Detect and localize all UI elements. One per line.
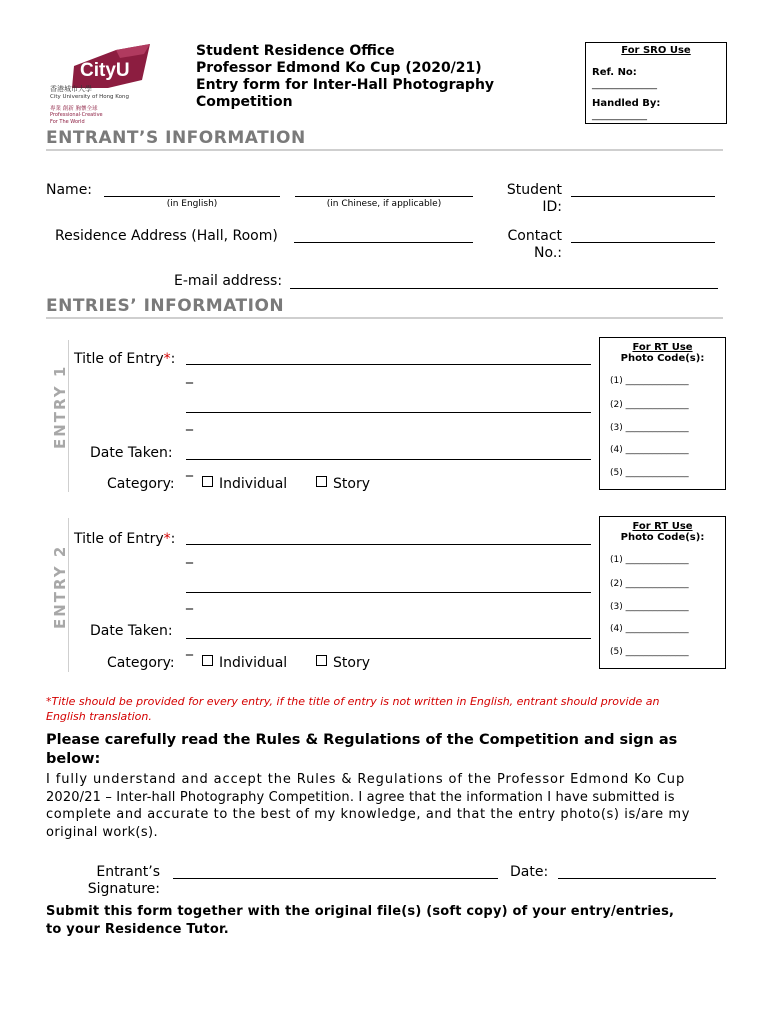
entry-2-title-input-line-1[interactable] [186,530,591,545]
entry-2-rt-subtitle: Photo Code(s): [620,532,705,543]
entries-section-divider [46,317,723,319]
entry-1-rt-subtitle: Photo Code(s): [620,353,705,364]
note-line-2: English translation. [46,710,152,723]
entry-1-option-story[interactable] [316,476,370,492]
entry-1-dash-3: _ [186,461,193,477]
entry-2-option-story[interactable] [316,655,370,671]
logo-english: City University of Hong Kong [50,94,129,100]
declaration-body [46,771,726,841]
entry-2-title-label-text: Title of Entry [74,531,164,547]
ref-no-label: Ref. No: [592,67,637,78]
signature-label [80,864,160,898]
declaration-body-line-4: original work(s). [46,824,159,840]
submit-line-2: to your Residence Tutor. [46,922,229,937]
declaration-heading-line-1: Please carefully read the Rules & Regulations of the Competition and sign as [46,732,678,748]
entry-1-date-input[interactable] [186,445,591,460]
entry-1-code-1[interactable]: (1) ______________ [610,376,689,386]
entry-2-rt-title: For RT Use [632,521,693,532]
entry-1-title-label [74,351,175,367]
student-id-label [490,182,562,216]
entry-1-date-label: Date Taken: [90,445,173,461]
entrant-section-title: ENTRANT’S INFORMATION [46,128,306,148]
address-label: Residence Address (Hall, Room) [55,228,278,244]
handled-by-label: Handled By: [592,98,661,109]
entry-2-code-2[interactable]: (2) ______________ [610,579,689,589]
email-label: E-mail address: [174,273,283,289]
sro-use-box [585,42,727,124]
entry-2-title-colon: : [170,531,176,547]
logo-name: CityU [80,60,130,81]
entry-1-code-4[interactable]: (4) ______________ [610,445,689,455]
ref-no-field[interactable]: _____________ [592,79,657,90]
entry-1-code-2[interactable]: (2) ______________ [610,400,689,410]
entry-1-story-checkbox[interactable] [316,476,327,487]
handled-by-field[interactable]: ___________ [592,110,647,121]
entry-1-rt-title: For RT Use [632,342,693,353]
entry-2-title-label [74,531,175,547]
entry-2-individual-checkbox[interactable] [202,655,213,666]
entry-1-code-5[interactable]: (5) ______________ [610,468,689,478]
student-id-label-1: Student [506,182,562,198]
cityu-logo [46,44,156,129]
entry-2-required-asterisk: * [163,531,171,547]
date-input[interactable] [558,864,716,879]
entry-1-dash-2: _ [186,415,193,431]
entry-2-code-3[interactable]: (3) ______________ [610,602,689,612]
name-english-hint: (in English) [166,199,218,209]
submit-instruction [46,903,674,939]
entrant-section-divider [46,149,723,151]
header-line-4: Competition [196,94,293,110]
name-chinese-input[interactable] [295,182,473,197]
declaration-body-line-2: 2020/21 – Inter-hall Photography Competition. I agree that the information I have submitted is [46,789,675,805]
address-input[interactable] [294,228,473,243]
email-input[interactable] [290,274,718,289]
entry-2-dash-3: _ [186,640,193,656]
entry-1-dash-1: _ [186,368,193,384]
entry-2-dash-1: _ [186,548,193,564]
date-label: Date: [510,864,549,880]
note-line-1: *Title should be provided for every entry, if the title of entry is not written in English, entrant should provide an [46,695,660,708]
logo-chinese: 香港城市大學 [50,85,92,93]
declaration-heading-line-2: below: [46,751,101,767]
entry-2-individual-label: Individual [219,655,288,671]
entries-section-title: ENTRIES’ INFORMATION [46,296,285,316]
entry-2-code-1[interactable]: (1) ______________ [610,555,689,565]
entry-2-category-label: Category: [107,655,175,671]
student-id-input[interactable] [571,182,715,197]
logo-tagline-cn: 專業 創新 胸懷全球 [50,106,98,112]
header-line-1: Student Residence Office [196,43,395,59]
header-line-3: Entry form for Inter-Hall Photography [196,77,495,93]
sro-box-title: For SRO Use [621,45,691,56]
entry-2-side-label: ENTRY 2 [51,544,69,629]
entry-1-code-3[interactable]: (3) ______________ [610,423,689,433]
header-title [196,43,494,111]
student-id-label-2: ID: [542,199,562,215]
entry-2-story-checkbox[interactable] [316,655,327,666]
declaration-body-line-1: I fully understand and accept the Rules & Regulations of the Professor Edmond Ko Cup [46,772,686,787]
entry-1-title-input-line-2[interactable] [186,398,591,413]
entry-1-title-input-line-1[interactable] [186,350,591,365]
entry-1-rt-use-box [599,337,726,490]
entry-2-date-input[interactable] [186,624,591,639]
submit-line-1: Submit this form together with the original file(s) (soft copy) of your entry/entries, [46,904,675,919]
contact-label-1: Contact [507,228,562,244]
declaration-heading [46,731,677,769]
name-english-input[interactable] [104,182,280,197]
signature-input[interactable] [173,864,498,879]
entry-1-category-label: Category: [107,476,175,492]
entry-1-side-label: ENTRY 1 [51,364,69,449]
entry-1-individual-checkbox[interactable] [202,476,213,487]
signature-label-2: Signature: [87,881,160,897]
entry-2-title-input-line-2[interactable] [186,578,591,593]
entry-1-individual-label: Individual [219,476,288,492]
declaration-body-line-3: complete and accurate to the best of my knowledge, and that the entry photo(s) is/are my [46,807,690,822]
entry-2-rt-use-box [599,516,726,669]
logo-tagline-en: Professional·Creative For The World [50,112,103,125]
name-chinese-hint: (in Chinese, if applicable) [326,199,442,209]
entry-2-story-label: Story [333,655,370,671]
entry-1-story-label: Story [333,476,370,492]
entry-1-title-label-text: Title of Entry [74,351,164,367]
entry-1-required-asterisk: * [163,351,171,367]
signature-label-1: Entrant’s [96,864,160,880]
entry-1-title-colon: : [170,351,176,367]
contact-input[interactable] [571,228,715,243]
entry-2-option-individual[interactable] [202,655,287,671]
entry-2-code-5[interactable]: (5) ______________ [610,647,689,657]
entry-2-dash-2: _ [186,594,193,610]
title-requirement-note [46,694,659,724]
name-label: Name: [46,182,93,198]
header-line-2: Professor Edmond Ko Cup (2020/21) [196,60,482,76]
entry-2-date-label: Date Taken: [90,623,173,639]
contact-label-2: No.: [534,245,562,261]
entry-2-code-4[interactable]: (4) ______________ [610,624,689,634]
entry-1-option-individual[interactable] [202,476,287,492]
contact-label [490,228,562,262]
